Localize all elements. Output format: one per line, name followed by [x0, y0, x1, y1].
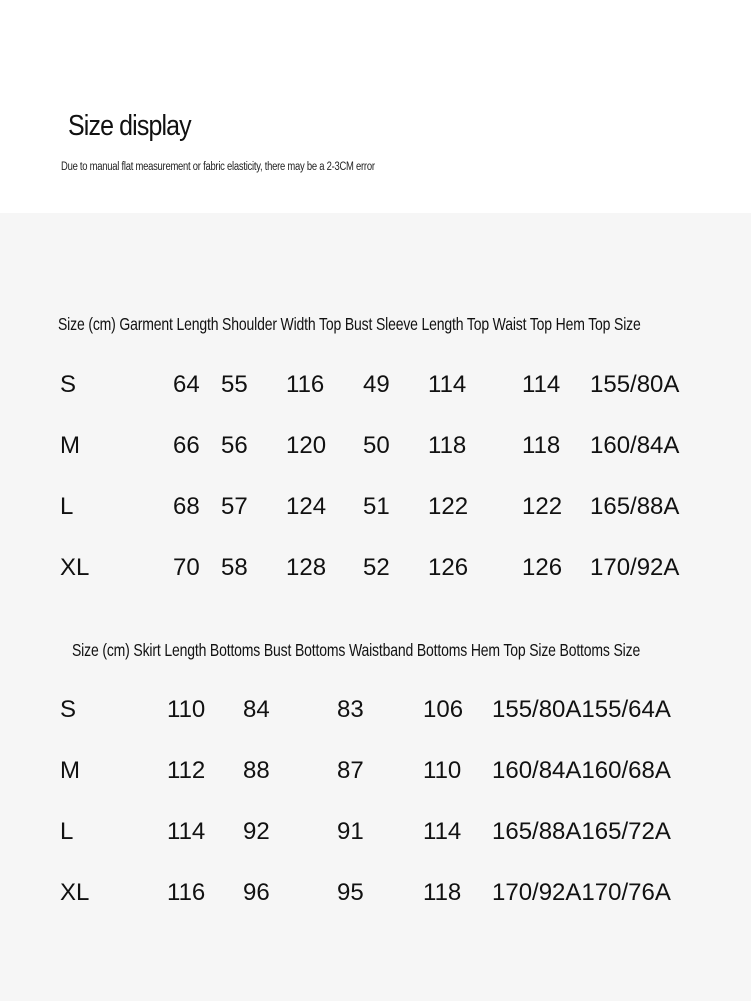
bottoms-hem-cell: 110: [423, 757, 462, 784]
garment-length-cell: 68: [173, 493, 200, 520]
bottoms-waistband-cell: 91: [337, 818, 364, 845]
skirt-length-cell: 116: [167, 879, 206, 906]
size-label: M: [60, 432, 80, 459]
size-label: M: [60, 757, 80, 784]
size-label: L: [60, 493, 74, 520]
skirt-length-cell: 112: [167, 757, 206, 784]
top-waist-cell: 126: [428, 554, 469, 581]
page-title: Size display: [68, 110, 191, 142]
size-label: XL: [60, 879, 90, 906]
size-label: S: [60, 696, 77, 723]
shoulder-width-cell: 55: [221, 371, 248, 398]
bottoms-waistband-cell: 87: [337, 757, 364, 784]
top-hem-cell: 126: [522, 554, 563, 581]
top-bottoms-size-cell: 165/88A165/72A: [492, 818, 671, 845]
skirt-length-cell: 110: [167, 696, 206, 723]
bottoms-hem-cell: 106: [423, 696, 464, 723]
top-bust-cell: 128: [286, 554, 327, 581]
table1-header: Size (cm) Garment Length Shoulder Width Top Bust Sleeve Length Top Waist Top Hem Top Size: [58, 314, 641, 334]
size-chart-panel: [0, 213, 751, 1001]
top-bust-cell: 116: [286, 371, 325, 398]
sleeve-length-cell: 50: [363, 432, 390, 459]
skirt-length-cell: 114: [167, 818, 206, 845]
garment-length-cell: 70: [173, 554, 200, 581]
top-bust-cell: 124: [286, 493, 327, 520]
top-bust-cell: 120: [286, 432, 327, 459]
size-label: XL: [60, 554, 90, 581]
sleeve-length-cell: 52: [363, 554, 390, 581]
top-bottoms-size-cell: 160/84A160/68A: [492, 757, 671, 784]
bottoms-hem-cell: 114: [423, 818, 462, 845]
top-waist-cell: 114: [428, 371, 467, 398]
size-label: L: [60, 818, 74, 845]
top-size-cell: 170/92A: [590, 554, 680, 581]
header-section: [0, 0, 751, 213]
bottoms-bust-cell: 84: [243, 696, 270, 723]
top-size-cell: 155/80A: [590, 371, 680, 398]
top-hem-cell: 114: [522, 371, 561, 398]
measurement-note: Due to manual flat measurement or fabric elasticity, there may be a 2-3CM error: [61, 161, 375, 173]
bottoms-bust-cell: 92: [243, 818, 270, 845]
top-hem-cell: 122: [522, 493, 563, 520]
garment-length-cell: 64: [173, 371, 200, 398]
top-size-cell: 160/84A: [590, 432, 680, 459]
shoulder-width-cell: 57: [221, 493, 248, 520]
size-label: S: [60, 371, 77, 398]
sleeve-length-cell: 49: [363, 371, 390, 398]
top-hem-cell: 118: [522, 432, 561, 459]
bottoms-hem-cell: 118: [423, 879, 462, 906]
shoulder-width-cell: 58: [221, 554, 248, 581]
top-waist-cell: 118: [428, 432, 467, 459]
sleeve-length-cell: 51: [363, 493, 390, 520]
top-bottoms-size-cell: 170/92A170/76A: [492, 879, 671, 906]
top-waist-cell: 122: [428, 493, 469, 520]
bottoms-bust-cell: 88: [243, 757, 270, 784]
top-size-cell: 165/88A: [590, 493, 680, 520]
bottoms-waistband-cell: 83: [337, 696, 364, 723]
bottoms-waistband-cell: 95: [337, 879, 364, 906]
garment-length-cell: 66: [173, 432, 200, 459]
bottoms-bust-cell: 96: [243, 879, 270, 906]
top-bottoms-size-cell: 155/80A155/64A: [492, 696, 671, 723]
shoulder-width-cell: 56: [221, 432, 248, 459]
table2-header: Size (cm) Skirt Length Bottoms Bust Bottoms Waistband Bottoms Hem Top Size Bottoms Size: [72, 640, 641, 660]
